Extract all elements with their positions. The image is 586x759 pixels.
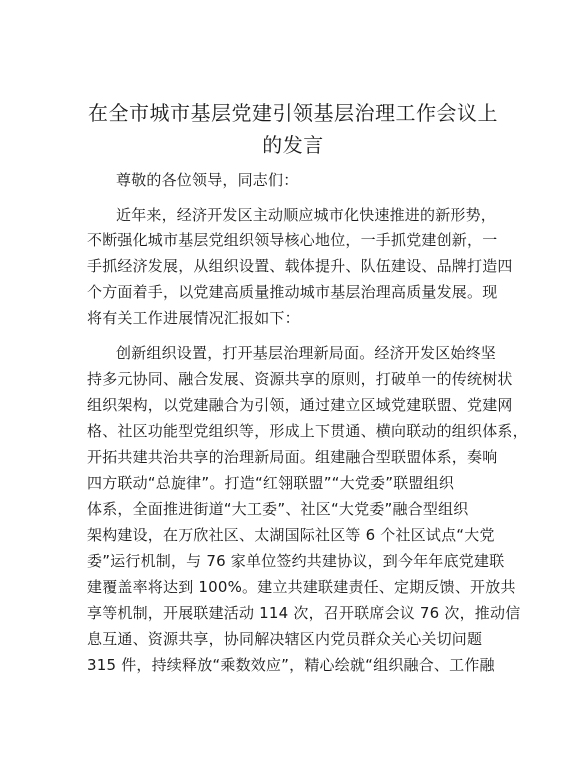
paragraph-2-line-5: 开拓共建共治共享的治理新局面。组建融合型联盟体系，奏响 bbox=[87, 448, 498, 466]
paragraph-2-line-7: 体系，全面推进街道“大工委”、社区“大党委”融合型组织 bbox=[87, 500, 469, 518]
paragraph-2-line-13: 315 件，持续释放“乘数效应”，精心绘就“组织融合、工作融 bbox=[87, 656, 495, 674]
paragraph-2-line-10: 建覆盖率将达到 100%。建立共建联建责任、定期反馈、开放共 bbox=[87, 578, 516, 596]
document-title-line-1: 在全市城市基层党建引领基层治理工作会议上 bbox=[88, 101, 498, 125]
paragraph-2-line-11: 享等机制，开展联建活动 114 次，召开联席会议 76 次，推动信 bbox=[87, 604, 521, 622]
paragraph-1-line-3: 手抓经济发展，从组织设置、载体提升、队伍建设、品牌打造四 bbox=[87, 257, 513, 275]
paragraph-2-line-8: 架构建设，在万欣社区、太湖国际社区等 6 个社区试点“大党 bbox=[87, 526, 495, 544]
paragraph-2-line-12: 息互通、资源共享，协同解决辖区内党员群众关心关切问题 bbox=[87, 630, 483, 648]
paragraph-2-line-3: 组织架构，以党建融合为引领，通过建立区域党建联盟、党建网 bbox=[87, 396, 513, 414]
paragraph-2-line-2: 持多元协同、融合发展、资源共享的原则，打破单一的传统树状 bbox=[87, 370, 513, 388]
paragraph-1-line-5: 将有关工作进展情况汇报如下： bbox=[87, 309, 300, 327]
paragraph-2-line-4: 格、社区功能型党组织等，形成上下贯通、横向联动的组织体系， bbox=[87, 422, 528, 440]
paragraph-2-line-9: 委”运行机制，与 76 家单位签约共建协议，到今年年底党建联 bbox=[87, 552, 505, 570]
salutation: 尊敬的各位领导，同志们： bbox=[116, 171, 299, 189]
paragraph-2-line-6: 四方联动“总旋律”。打造“红翎联盟”“大党委”联盟组织 bbox=[87, 474, 455, 492]
paragraph-1-line-2: 不断强化城市基层党组织领导核心地位，一手抓党建创新，一 bbox=[87, 231, 498, 249]
paragraph-2-line-1: 创新组织设置，打开基层治理新局面。经济开发区始终坚 bbox=[116, 344, 497, 362]
document-title-line-2: 的发言 bbox=[262, 133, 324, 157]
paragraph-1-line-1: 近年来，经济开发区主动顺应城市化快速推进的新形势， bbox=[116, 206, 497, 224]
paragraph-1-line-4: 个方面着手，以党建高质量推动城市基层治理高质量发展。现 bbox=[87, 283, 498, 301]
